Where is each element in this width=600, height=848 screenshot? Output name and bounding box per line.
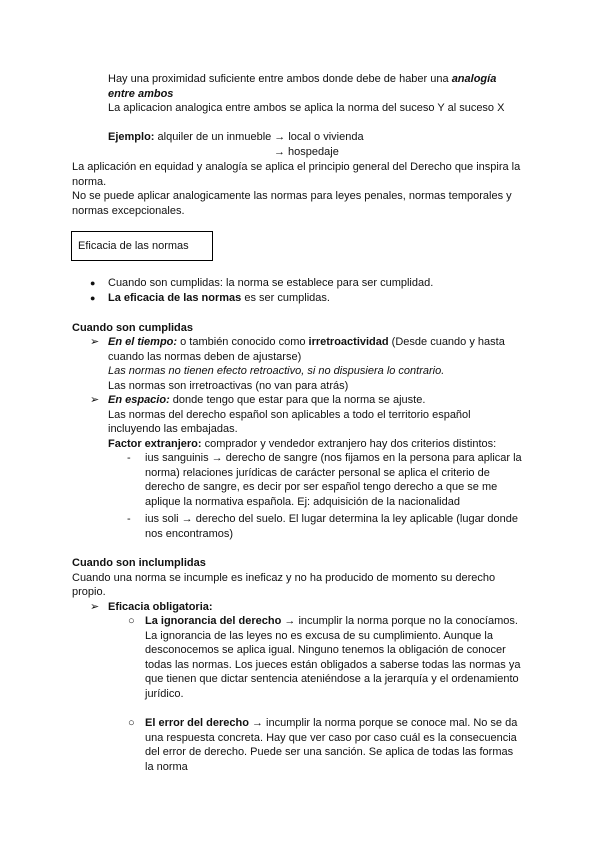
text-line: La aplicacion analogica entre ambos se aplica la norma del suceso Y al suceso X [108, 102, 505, 114]
text-line: ius sanguinis → derecho de sangre (nos fijamos en la persona para aplicar la [145, 452, 522, 464]
text-line: norma) relaciones jurídicas de carácter personal se aplica el criterio de [145, 466, 490, 479]
text-line: Las normas son irretroactivas (no van para atrás) [108, 379, 349, 392]
ignorance-item [145, 614, 520, 701]
space-item [108, 393, 496, 451]
arrow-bullet-icon: ➢ [90, 601, 100, 613]
emphasis-text: entre ambos [108, 87, 174, 100]
emphasis-text: En espacio: [108, 394, 170, 406]
text-line: que tienen que dictar sentencia ateniéndose a la jerarquía y el ordenamiento [145, 673, 519, 685]
text-line: → hospedaje [274, 146, 339, 158]
section-heading: Eficacia de las normas [78, 239, 189, 252]
section-heading-box [71, 231, 213, 261]
emphasis-text: Eficacia obligatoria: [108, 601, 213, 613]
ius-sanguinis-item [145, 451, 522, 509]
text-line: Cuando son cumplidas: la norma se establece para ser cumplidad. [108, 277, 434, 289]
circle-bullet-icon: ○ [128, 615, 135, 627]
text-line: (Desde cuando y hasta [388, 336, 505, 348]
text-line: es ser cumplidas. [241, 292, 330, 304]
emphasis-text: La ignorancia del derecho [145, 615, 282, 627]
emphasis-text: El error del derecho [145, 717, 249, 729]
text-line: nos encontramos) [145, 527, 234, 540]
text-line: comprador y vendedor extranjero hay dos criterios distintos: [201, 437, 497, 450]
error-item [145, 716, 517, 774]
text-line: normas excepcionales. [72, 204, 185, 217]
text-line: propio. [72, 586, 106, 598]
bullet-item [108, 291, 330, 306]
arrow-bullet-icon: ➢ [90, 394, 100, 406]
dash-bullet: - [127, 452, 131, 464]
text-line: derecho de sangre, es decir por ser español tengo derecho a que se me [145, 481, 498, 493]
analogy-paragraph [108, 72, 504, 116]
incumplidas-section [72, 556, 495, 600]
text-line: o también conocido como [177, 336, 309, 348]
text-line: incluyendo las embajadas. [108, 423, 238, 435]
circle-bullet-icon: ○ [128, 717, 135, 729]
example-line-2 [274, 145, 339, 160]
dash-bullet: - [127, 513, 131, 525]
ius-soli-item [145, 512, 518, 541]
text-line: del error de derecho. Puede ser una sanción. Se aplica de todas las formas [145, 746, 514, 758]
text-line: Cuando una norma se incumple es ineficaz y no ha producido de momento su derecho [72, 571, 496, 584]
text-line: Las normas del derecho español son aplicables a todo el territorio español [108, 408, 471, 421]
text-line: → incumplir la norma porque no la conocíamos. [281, 615, 518, 627]
text-line: alquiler de un inmueble → local o vivienda [154, 131, 364, 143]
bullet-item [108, 276, 433, 291]
text-line: ius soli → derecho del suelo. El lugar determina la ley aplicable (lugar donde [145, 513, 518, 525]
text-line: cuando las normas deben de ajustarse) [108, 350, 302, 363]
text-line: La ignorancia de las leyes no es excusa de su cumplimiento. Aunque la [145, 629, 493, 642]
text-line: La aplicación en equidad y analogía se aplica el principio general del Derecho que inspira la [72, 161, 521, 173]
text-line: la norma [145, 760, 188, 773]
text-line: Hay una proximidad suficiente entre ambos donde debe de haber una [108, 73, 452, 85]
example-label: Ejemplo: [108, 131, 155, 143]
emphasis-text: En el tiempo: [108, 336, 178, 348]
text-line: desconocemos se aplica igual. Ninguno tenemos la obligación de conocer [145, 644, 506, 656]
text-line: No se puede aplicar analogicamente las normas para leyes penales, normas temporales y [72, 190, 512, 202]
text-line: todas las normas. Los jueces están obligados a saberse todas las normas ya [145, 658, 521, 671]
emphasis-text: irretroactividad [308, 336, 389, 348]
subsection-heading: Cuando son cumplidas [72, 322, 194, 334]
italic-note: Las normas no tienen efecto retroactivo, si no dispusiera lo contrario. [108, 365, 445, 377]
subsection-heading: Cuando son inclumplidas [72, 557, 206, 569]
text-line: donde tengo que estar para que la norma se ajuste. [169, 394, 426, 406]
emphasis-text: Factor extranjero: [108, 437, 202, 450]
text-line: → incumplir la norma porque se conoce mal. No se da [248, 717, 518, 729]
emphasis-text: La eficacia de las normas [108, 292, 242, 304]
arrow-bullet-icon: ➢ [90, 336, 100, 348]
emphasis-text: analogía [451, 73, 497, 85]
bullet-icon: ● [90, 293, 96, 303]
text-line: aplique la normativa española. Ej: adquisición de la nacionalidad [145, 495, 460, 508]
text-line: jurídico. [145, 687, 184, 700]
text-line: norma. [72, 175, 107, 188]
bullet-icon: ● [90, 278, 96, 288]
example-line [108, 130, 364, 145]
text-line: una respuesta concreta. Hay que ver caso por caso cuál es la consecuencia [145, 731, 517, 744]
time-item [108, 335, 505, 393]
equity-paragraph [72, 160, 520, 218]
